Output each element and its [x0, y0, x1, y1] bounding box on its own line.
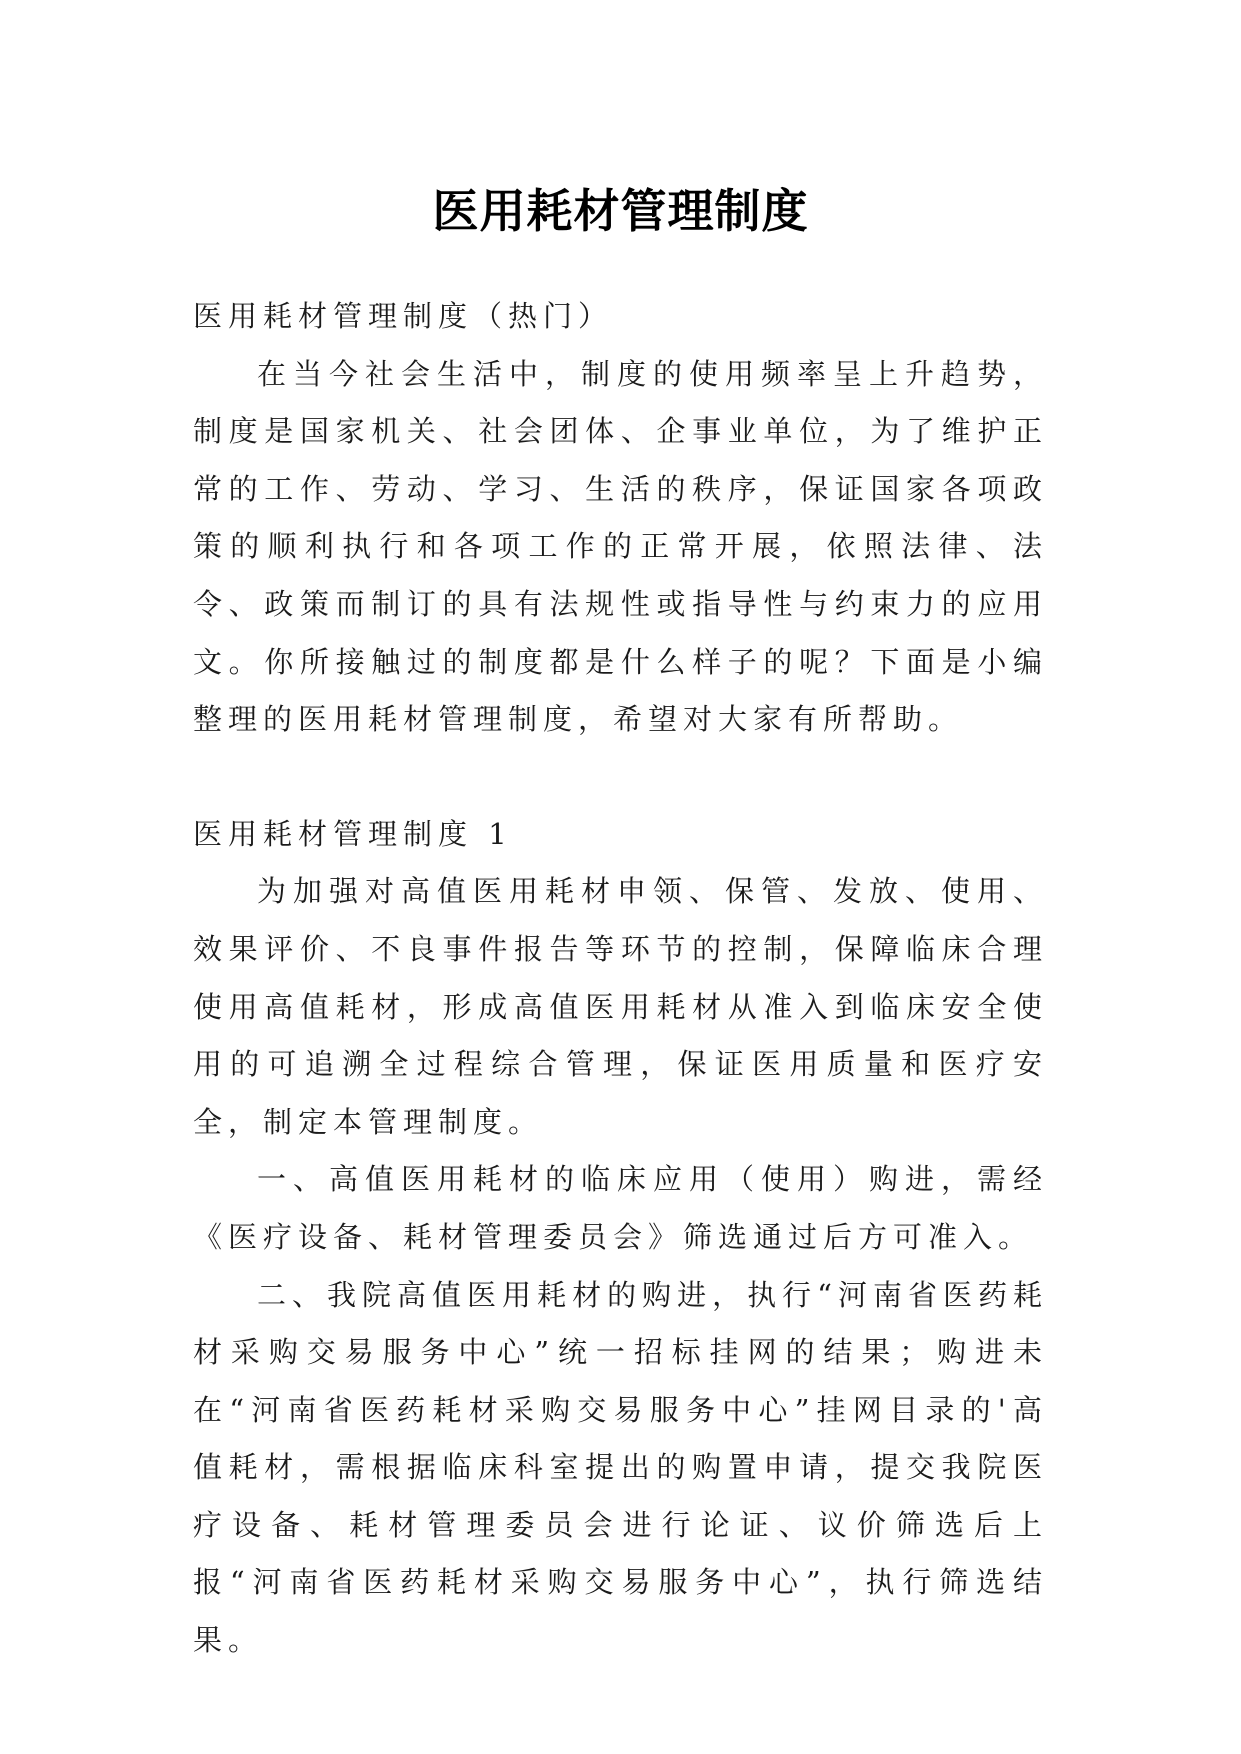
document-title: 医用耗材管理制度 — [432, 183, 809, 238]
paragraph-item-2: 二、我院高值医用耗材的购进，执行“河南省医药耗材采购交易服务中心”统一招标挂网的结果；购进未在“河南省医药耗材采购交易服务中心”挂网目录的'高值耗材，需根据临床科室提出的购置申请，提交我院医疗设备、耗材管理委员会进行论证、议价筛选后上报“河南省医药耗材采购交易服务中心”，执行筛选结果。 — [193, 1277, 1048, 1658]
section-heading-intro: 医用耗材管理制度（热门） — [193, 299, 614, 333]
section-spacer — [193, 749, 1048, 806]
paragraph-purpose: 为加强对高值医用耗材申领、保管、发放、使用、效果评价、不良事件报告等环节的控制，保障临床合理使用高值耗材，形成高值医用耗材从准入到临床安全使用的可追溯全过程综合管理，保证医用质量和医疗安全，制定本管理制度。 — [193, 874, 1048, 1139]
section-heading-1: 医用耗材管理制度 1 — [193, 816, 513, 851]
paragraph-item-1: 一、高值医用耗材的临床应用（使用）购进，需经《医疗设备、耗材管理委员会》筛选通过后方可准入。 — [193, 1162, 1048, 1254]
intro-paragraph: 在当今社会生活中，制度的使用频率呈上升趋势，制度是国家机关、社会团体、企事业单位，为了维护正常的工作、劳动、学习、生活的秩序，保证国家各项政策的顺利执行和各项工作的正常开展，依照法律、法令、政策而制订的具有法规性或指导性与约束力的应用文。你所接触过的制度都是什么样子的呢？下面是小编整理的医用耗材管理制度，希望对大家有所帮助。 — [193, 356, 1048, 737]
document-body — [193, 288, 1048, 1670]
